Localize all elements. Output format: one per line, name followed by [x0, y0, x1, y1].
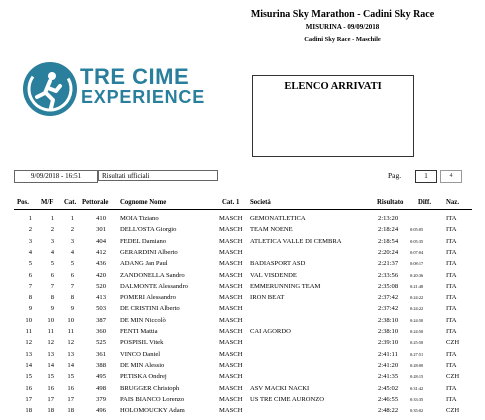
cell-mf: 16	[47, 384, 54, 392]
cell-cat: 7	[70, 282, 74, 290]
cell-cat1: MASCH	[219, 248, 243, 256]
col-header-naz: Naz.	[446, 199, 460, 206]
cell-risultato: 2:48:22	[378, 407, 399, 415]
report-title-box	[252, 75, 414, 157]
cell-mf: 18	[47, 407, 54, 415]
cell-mf: 14	[47, 361, 54, 369]
cell-risultato: 2:39:10	[378, 339, 399, 347]
cell-name: ZANDONELLA Sandro	[120, 271, 185, 279]
table-row	[0, 383, 485, 394]
cell-cat: 17	[67, 395, 74, 403]
cell-pos: 8	[28, 294, 32, 302]
cell-cat: 13	[67, 350, 74, 358]
cell-cat1: MASCH	[219, 305, 243, 313]
cell-diff: 0:25:50	[410, 340, 424, 346]
cell-cat1: MASCH	[219, 260, 243, 268]
cell-name: PAIS BIANCO Lorenzo	[120, 395, 185, 403]
cell-pos: 17	[25, 395, 32, 403]
cell-name: DELL'OSTA Giorgio	[120, 226, 177, 234]
cell-diff: 0:24:22	[410, 306, 424, 312]
cell-pettorale: 525	[96, 339, 106, 347]
cell-risultato: 2:21:37	[378, 260, 399, 268]
cell-cat: 14	[67, 361, 74, 369]
cell-mf: 17	[47, 395, 54, 403]
cell-pos: 5	[28, 260, 32, 268]
cell-mf: 2	[50, 226, 54, 234]
cell-name: DE MIN Alessio	[120, 361, 165, 369]
col-header-diff: Diff.	[418, 199, 432, 206]
cell-cat1: MASCH	[219, 271, 243, 279]
event-category: Cadini Sky Race - Maschile	[304, 36, 381, 43]
cell-mf: 5	[50, 260, 54, 268]
page-count: 4	[440, 170, 462, 183]
cell-name: ADANG Jan Paul	[120, 260, 168, 268]
cell-pos: 16	[25, 384, 32, 392]
cell-pettorale: 379	[96, 395, 106, 403]
cell-cat: 3	[70, 237, 74, 245]
cell-pettorale: 387	[96, 316, 106, 324]
cell-cat1: MASCH	[219, 407, 243, 415]
cell-pettorale: 361	[96, 350, 106, 358]
cell-pettorale: 413	[96, 294, 106, 302]
cell-cat1: MASCH	[219, 294, 243, 302]
cell-risultato: 2:41:11	[378, 350, 398, 358]
cell-pettorale: 498	[96, 384, 106, 392]
table-row	[0, 337, 485, 348]
cell-societa: ASV MACKI NACKI	[250, 384, 310, 392]
cell-cat1: MASCH	[219, 384, 243, 392]
cell-societa: CAI AGORDO	[250, 328, 291, 335]
cell-risultato: 2:45:02	[378, 384, 399, 392]
cell-mf: 11	[47, 328, 54, 335]
cell-naz: ITA	[446, 350, 457, 358]
cell-pos: 4	[28, 248, 32, 256]
cell-pettorale: 388	[96, 361, 106, 369]
cell-cat: 9	[70, 305, 74, 313]
table-row	[0, 270, 485, 281]
cell-diff: 0:20:36	[410, 272, 424, 278]
cell-pos: 15	[25, 373, 32, 381]
cell-societa: TEAM NOENE	[250, 226, 293, 234]
cell-diff: 0:24:50	[410, 329, 424, 334]
cell-risultato: 2:35:08	[378, 282, 399, 290]
cell-naz: ITA	[446, 271, 457, 279]
table-row	[0, 224, 485, 235]
cell-societa: EMMERUNNING TEAM	[250, 282, 321, 290]
cell-cat: 11	[67, 328, 74, 335]
logo-text-bottom: EXPERIENCE	[81, 87, 206, 107]
cell-diff: 0:28:00	[410, 362, 424, 368]
table-row	[0, 258, 485, 269]
cell-pettorale: 503	[96, 305, 106, 313]
cell-mf: 6	[50, 271, 54, 279]
cell-pos: 1	[28, 215, 32, 222]
col-header-name: Cognome Nome	[120, 199, 167, 206]
cell-name: GERARDINI Alberto	[120, 248, 178, 256]
cell-naz: ITA	[446, 260, 457, 268]
cell-pos: 9	[28, 305, 32, 313]
cell-cat1: MASCH	[219, 373, 243, 381]
cell-risultato: 2:13:20	[378, 215, 399, 222]
cell-name: HOLOMOUCKY Adam	[120, 407, 185, 415]
table-row	[0, 247, 485, 258]
cell-pettorale: 360	[96, 328, 106, 335]
cell-cat: 15	[67, 373, 74, 381]
cell-diff: 0:08:17	[410, 261, 424, 267]
timestamp-box: 9/09/2018 - 16:51	[14, 170, 98, 183]
cell-diff: 0:07:04	[410, 249, 424, 255]
cell-cat1: MASCH	[219, 395, 243, 403]
cell-risultato: 2:38:10	[378, 316, 399, 324]
cell-cat: 8	[70, 294, 74, 302]
cell-cat: 1	[70, 215, 74, 222]
col-header-cat1: Cat. 1	[222, 199, 240, 206]
cell-risultato: 2:18:24	[378, 226, 399, 234]
cell-pos: 14	[25, 361, 32, 369]
cell-naz: ITA	[446, 384, 457, 392]
cell-name: DE CRISTINI Alberto	[120, 305, 180, 313]
cell-name: VINCO Daniel	[120, 350, 161, 358]
cell-mf: 1	[50, 215, 54, 222]
cell-pettorale: 436	[96, 260, 106, 268]
cell-pos: 10	[25, 316, 32, 324]
cell-name: DE MIN Niccolò	[120, 316, 166, 324]
cell-diff: 0:21:48	[410, 283, 424, 289]
table-row	[0, 213, 485, 224]
cell-risultato: 2:37:42	[378, 305, 399, 313]
cell-naz: ITA	[446, 215, 457, 222]
cell-diff: 0:35:02	[410, 408, 424, 414]
cell-cat: 12	[67, 339, 74, 347]
cell-name: BRUGGER Christoph	[120, 384, 180, 392]
cell-name: FENTI Mattia	[120, 328, 158, 335]
cell-societa: VAL VISDENDE	[250, 271, 297, 279]
header-divider	[14, 209, 472, 210]
col-header-mf: M/F	[41, 199, 54, 206]
cell-pettorale: 301	[96, 226, 106, 234]
cell-risultato: 2:46:55	[378, 395, 399, 403]
cell-pettorale: 404	[96, 237, 106, 245]
cell-pettorale: 412	[96, 248, 106, 256]
cell-pos: 18	[25, 407, 32, 415]
cell-naz: ITA	[446, 282, 457, 290]
cell-mf: 8	[50, 294, 54, 302]
cell-naz: CZH	[446, 339, 460, 347]
table-row	[0, 360, 485, 371]
cell-pos: 13	[25, 350, 32, 358]
cell-cat1: MASCH	[219, 350, 243, 358]
cell-cat1: MASCH	[219, 328, 243, 335]
cell-pos: 7	[28, 282, 32, 290]
cell-diff: 0:24:50	[410, 317, 424, 323]
cell-risultato: 2:33:56	[378, 271, 399, 279]
cell-cat: 18	[67, 407, 74, 415]
status-box: Risultati ufficiali	[98, 170, 218, 181]
cell-cat: 16	[67, 384, 74, 392]
cell-naz: CZH	[446, 373, 460, 381]
cell-naz: ITA	[446, 305, 457, 313]
cell-pettorale: 520	[96, 282, 106, 290]
cell-pettorale: 410	[96, 215, 106, 222]
cell-name: PETISKA Ondrej	[120, 373, 167, 381]
cell-pettorale: 496	[96, 407, 106, 415]
cell-naz: ITA	[446, 226, 457, 234]
cell-risultato: 2:18:54	[378, 237, 399, 245]
event-title: Misurina Sky Marathon - Cadini Sky Race	[250, 9, 435, 20]
cell-diff: 0:28:15	[410, 374, 424, 380]
cell-naz: ITA	[446, 294, 457, 302]
cell-societa: US TRE CIME AURONZO	[250, 395, 325, 403]
cell-diff: 0:33:35	[410, 396, 424, 402]
cell-naz: CZH	[446, 407, 460, 415]
col-header-pettorale: Pettorale	[82, 199, 109, 206]
cell-pos: 11	[25, 328, 32, 335]
cell-mf: 15	[47, 373, 54, 381]
cell-naz: ITA	[446, 237, 457, 245]
cell-pos: 12	[25, 339, 32, 347]
cell-cat1: MASCH	[219, 215, 243, 222]
cell-risultato: 2:38:10	[378, 328, 399, 335]
col-header-societa: Società	[250, 199, 271, 206]
table-row	[0, 292, 485, 303]
table-row	[0, 315, 485, 326]
page-number: 1	[415, 170, 437, 183]
page-label: Pag.	[388, 171, 402, 180]
cell-pettorale: 420	[96, 271, 106, 279]
cell-diff: 0:31:42	[410, 385, 424, 391]
cell-diff: 0:05:05	[410, 227, 424, 233]
cell-naz: ITA	[446, 361, 457, 369]
logo-text-top: TRE CIME	[80, 64, 190, 89]
cell-name: FEDEL Damiano	[120, 237, 167, 245]
cell-mf: 10	[47, 316, 54, 324]
cell-mf: 12	[47, 339, 54, 347]
cell-cat1: MASCH	[219, 237, 243, 245]
cell-societa: IRON BEAT	[250, 294, 285, 302]
cell-cat1: MASCH	[219, 339, 243, 347]
cell-pos: 6	[28, 271, 32, 279]
cell-societa: GEMONATLETICA	[250, 215, 306, 222]
table-row	[0, 303, 485, 314]
col-header-risultato: Risultato	[377, 199, 404, 206]
cell-risultato: 2:41:35	[378, 373, 399, 381]
cell-name: POMERI Alessandro	[120, 294, 176, 302]
report-title: ELENCO ARRIVATI	[284, 81, 382, 92]
cell-cat1: MASCH	[219, 226, 243, 234]
table-row	[0, 394, 485, 405]
cell-societa: BADIASPORT ASD	[250, 260, 306, 268]
cell-mf: 7	[50, 282, 54, 290]
cell-naz: ITA	[446, 328, 457, 335]
cell-cat1: MASCH	[219, 316, 243, 324]
cell-mf: 9	[50, 305, 54, 313]
cell-naz: ITA	[446, 248, 457, 256]
cell-pos: 2	[28, 226, 32, 234]
cell-diff: 0:24:22	[410, 295, 424, 301]
cell-pettorale: 495	[96, 373, 106, 381]
table-row	[0, 405, 485, 416]
event-subtitle: MISURINA - 09/09/2018	[305, 23, 380, 31]
cell-cat: 5	[70, 260, 74, 268]
cell-name: DALMONTE Alessandro	[120, 282, 188, 290]
cell-mf: 3	[50, 237, 54, 245]
cell-risultato: 2:20:24	[378, 248, 399, 256]
cell-cat: 2	[70, 226, 74, 234]
cell-mf: 13	[47, 350, 54, 358]
table-row	[0, 349, 485, 360]
col-header-pos: Pos.	[17, 199, 29, 206]
table-row	[0, 371, 485, 382]
cell-pos: 3	[28, 237, 32, 245]
cell-cat1: MASCH	[219, 361, 243, 369]
table-row	[0, 236, 485, 247]
table-row	[0, 281, 485, 292]
cell-cat: 6	[70, 271, 74, 279]
cell-diff: 0:27:51	[410, 351, 424, 357]
col-header-cat: Cat.	[64, 199, 77, 206]
cell-name: MOIA Tiziano	[120, 215, 159, 222]
cell-mf: 4	[50, 248, 54, 256]
cell-naz: ITA	[446, 395, 457, 403]
cell-cat: 4	[70, 248, 74, 256]
cell-societa: ATLETICA VALLE DI CEMBRA	[250, 237, 342, 245]
table-row	[0, 326, 485, 337]
cell-diff: 0:05:35	[410, 238, 424, 244]
cell-cat1: MASCH	[219, 282, 243, 290]
cell-risultato: 2:41:20	[378, 361, 399, 369]
cell-name: POSPISIL Vitek	[120, 339, 164, 347]
cell-naz: ITA	[446, 316, 457, 324]
cell-cat: 10	[67, 316, 74, 324]
cell-risultato: 2:37:42	[378, 294, 399, 302]
